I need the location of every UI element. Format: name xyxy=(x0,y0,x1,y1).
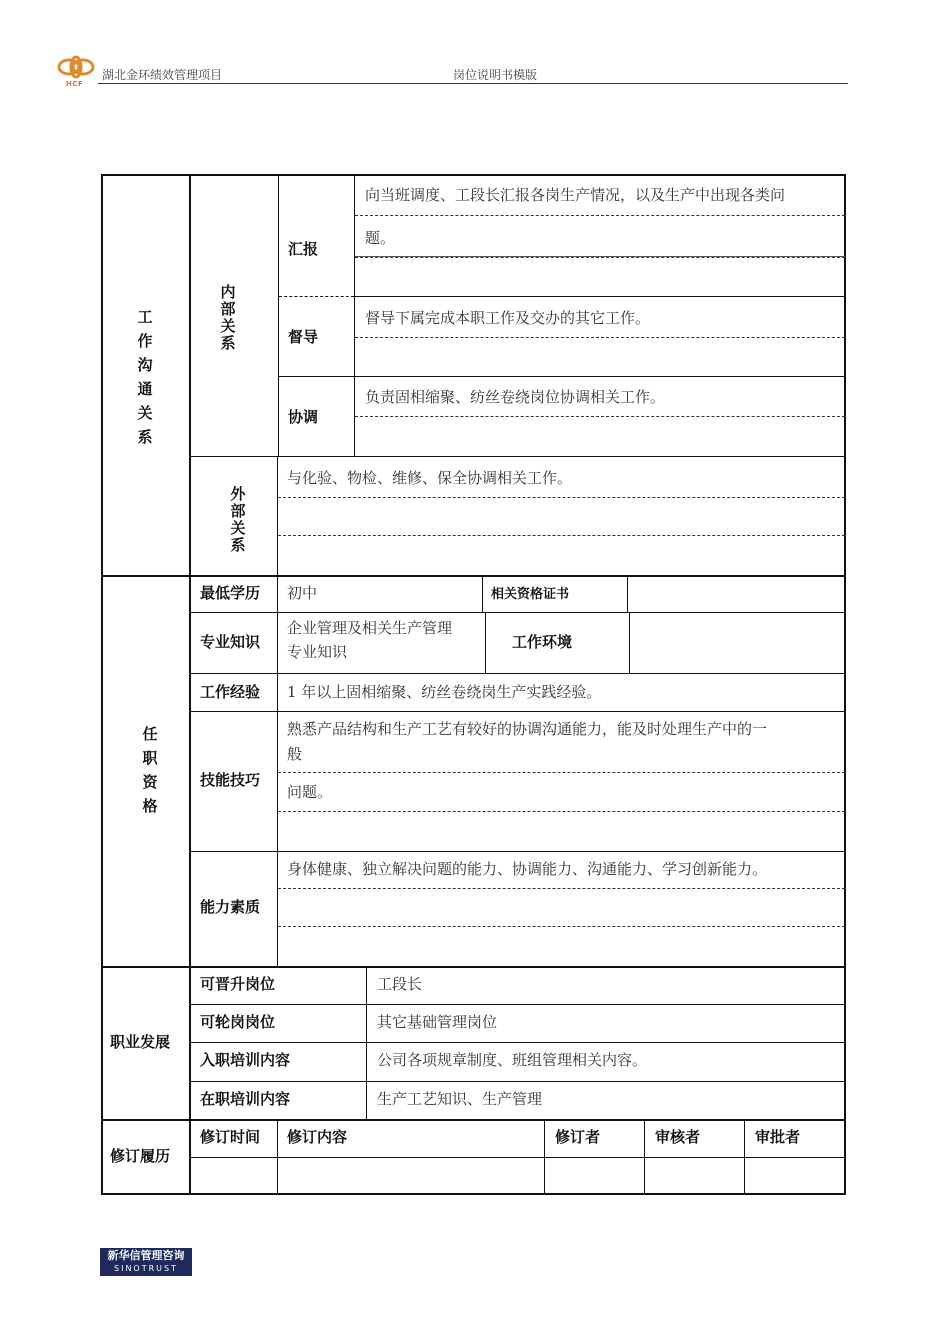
inservice-value: 生产工艺知识、生产管理 xyxy=(377,1090,543,1108)
ability-label: 能力素质 xyxy=(200,898,261,916)
footer-brand-en: SINOTRUST xyxy=(114,1264,178,1273)
experience-label: 工作经验 xyxy=(200,683,261,701)
ability-text: 身体健康、独立解决问题的能力、协调能力、沟通能力、学习创新能力。 xyxy=(287,860,768,878)
work-environment-label: 工作环境 xyxy=(512,633,573,651)
inservice-label: 在职培训内容 xyxy=(200,1090,291,1108)
knowledge-label: 专业知识 xyxy=(200,633,261,651)
onboarding-value: 公司各项规章制度、班组管理相关内容。 xyxy=(377,1051,648,1069)
internal-relations-label: 内部关系 xyxy=(220,283,236,352)
coordinate-label: 协调 xyxy=(288,408,319,426)
rotation-label: 可轮岗岗位 xyxy=(200,1013,276,1031)
onboarding-label: 入职培训内容 xyxy=(200,1051,291,1069)
report-text-line2: 题。 xyxy=(365,229,396,247)
promotion-label: 可晋升岗位 xyxy=(200,975,276,993)
knowledge-line1: 企业管理及相关生产管理 xyxy=(287,619,453,637)
supervise-label: 督导 xyxy=(288,328,319,346)
revision-col-approver: 审批者 xyxy=(755,1128,801,1146)
qualification-section-label: 任职资格 xyxy=(142,725,158,815)
rotation-value: 其它基础管理岗位 xyxy=(377,1013,498,1031)
footer-brand-cn: 新华信管理咨询 xyxy=(107,1249,185,1262)
certificate-label: 相关资格证书 xyxy=(491,587,570,602)
education-value: 初中 xyxy=(287,584,318,602)
career-section-label: 职业发展 xyxy=(110,1033,171,1051)
report-label: 汇报 xyxy=(288,240,319,258)
skills-line3: 问题。 xyxy=(287,783,333,801)
external-relations-label: 外部关系 xyxy=(230,485,246,554)
sinotrust-logo xyxy=(100,1248,192,1276)
skills-label: 技能技巧 xyxy=(200,771,261,789)
coordinate-text: 负责固相缩聚、纺丝卷绕岗位协调相关工作。 xyxy=(365,388,666,406)
report-text-line1: 向当班调度、工段长汇报各岗生产情况，以及生产中出现各类问 xyxy=(365,186,786,204)
revision-col-time: 修订时间 xyxy=(200,1128,261,1146)
revision-section-label: 修订履历 xyxy=(110,1147,171,1165)
supervise-text: 督导下属完成本职工作及交办的其它工作。 xyxy=(365,309,651,327)
revision-col-reviser: 修订者 xyxy=(555,1128,601,1146)
revision-col-content: 修订内容 xyxy=(287,1128,348,1146)
knowledge-line2: 专业知识 xyxy=(287,643,348,661)
external-text: 与化验、物检、维修、保全协调相关工作。 xyxy=(287,469,573,487)
education-label: 最低学历 xyxy=(200,584,261,602)
communication-section-label: 工作沟通关系 xyxy=(137,308,153,446)
revision-col-reviewer: 审核者 xyxy=(655,1128,701,1146)
header-rule xyxy=(98,83,848,84)
skills-line2: 般 xyxy=(287,745,303,763)
promotion-value: 工段长 xyxy=(377,975,423,993)
doc-title: 岗位说明书模版 xyxy=(453,68,538,82)
project-name: 湖北金环绩效管理项目 xyxy=(102,68,223,82)
skills-line1: 熟悉产品结构和生产工艺有较好的协调沟通能力，能及时处理生产中的一 xyxy=(287,720,768,738)
experience-value: 1 年以上固相缩聚、纺丝卷绕岗生产实践经验。 xyxy=(287,683,602,701)
logo-text: HCF xyxy=(66,80,84,88)
